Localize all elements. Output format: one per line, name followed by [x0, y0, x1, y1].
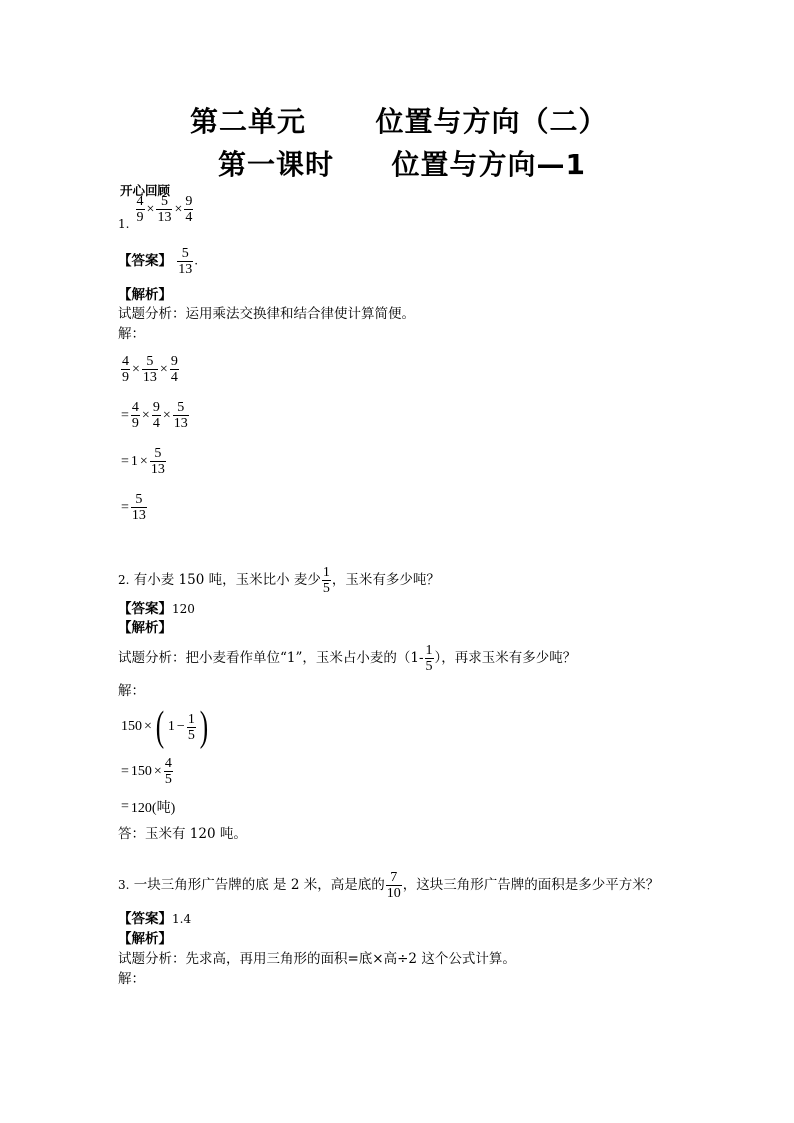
q2-analysis: 试题分析：把小麦看作单位“1”，玉米占小麦的（1- $\frac{1}{5}$ ），再求玉米有多少吨？ — [118, 643, 577, 674]
q1-step-4: = $\frac{5}{13}$ — [121, 492, 146, 523]
q1-number: 1. — [118, 217, 130, 231]
answer-label: 【答案】 — [118, 253, 172, 270]
q3-number: 3. — [118, 878, 130, 893]
q1-fraction: $\frac{9}{4}$ — [185, 194, 193, 225]
lesson-subtitle: 位置与方向—1 — [391, 148, 586, 181]
q2-fraction: $\frac{1}{5}$ — [322, 565, 330, 596]
title-line2 — [218, 143, 586, 183]
q3-question: 3. 一块三角形广告牌的底 是 2 米，高是底的 $\frac{7}{10}$ ，这块三角形广告牌的面积是多少平方米？ — [118, 870, 660, 901]
q1-step-3: = 1 × $\frac{5}{13}$ — [121, 446, 165, 477]
q2-analysis-label: 【解析】 — [118, 620, 172, 636]
unit-title: 第二单元 — [190, 105, 307, 138]
q1-fraction: $\frac{4}{9}$ — [136, 194, 144, 225]
q2-answer-value: 120 — [172, 602, 195, 616]
q3-solve-label: 解： — [118, 971, 145, 987]
q1-analysis: 试题分析：运用乘法交换律和结合律使计算简便。 — [118, 306, 415, 322]
q1-answer-fraction: $\frac{5}{13}$ — [178, 246, 193, 277]
q1-step-1: $\frac{4}{9}$ × $\frac{5}{13}$ × $\frac{9}{4}$ — [122, 354, 178, 385]
q2-step-3: = 120(吨) — [121, 799, 176, 816]
q2-conclusion: 答：玉米有 120 吨。 — [118, 826, 247, 842]
q2-analysis-fraction: $\frac{1}{5}$ — [425, 643, 433, 674]
q2-number: 2. — [118, 573, 130, 588]
answer-label: 【答案】 — [118, 911, 172, 927]
q2-question: 2. 有小麦 150 吨，玉米比小 麦少 $\frac{1}{5}$ ，玉米有多少吨？ — [118, 565, 440, 596]
q1-solve-label: 解： — [118, 326, 145, 342]
title-line1 — [190, 100, 608, 140]
q1-question: 1. $\frac{4}{9}$ × $\frac{5}{13}$ × $\frac{9}{4}$ — [118, 194, 193, 231]
q1-step-2: = $\frac{4}{9}$ × $\frac{9}{4}$ × $\frac{5}{13}$ — [121, 400, 188, 431]
q2-solve-label: 解： — [118, 683, 145, 699]
q2-step-1: 150 ×( 1 − $\frac{1}{5}$ ) — [121, 704, 209, 750]
q3-answer-value: 1.4 — [172, 912, 192, 926]
q1-fraction: $\frac{5}{13}$ — [157, 194, 172, 225]
unit-subtitle: 位置与方向（二） — [375, 105, 608, 138]
q2-step-2: = 150 × $\frac{4}{5}$ — [121, 756, 172, 787]
q2-answer — [118, 600, 195, 618]
lesson-title: 第一课时 — [218, 148, 335, 181]
q3-analysis: 试题分析：先求高，再用三角形的面积=底×高÷2 这个公式计算。 — [118, 951, 516, 967]
q3-analysis-label: 【解析】 — [118, 931, 172, 947]
answer-label: 【答案】 — [118, 601, 172, 617]
q3-fraction: $\frac{7}{10}$ — [386, 870, 401, 901]
q1-analysis-label: 【解析】 — [118, 287, 172, 303]
q1-answer: 【答案】 $\frac{5}{13}$ . — [118, 246, 199, 277]
section-heading: 开心回顾 — [120, 183, 171, 198]
q3-answer — [118, 910, 191, 928]
